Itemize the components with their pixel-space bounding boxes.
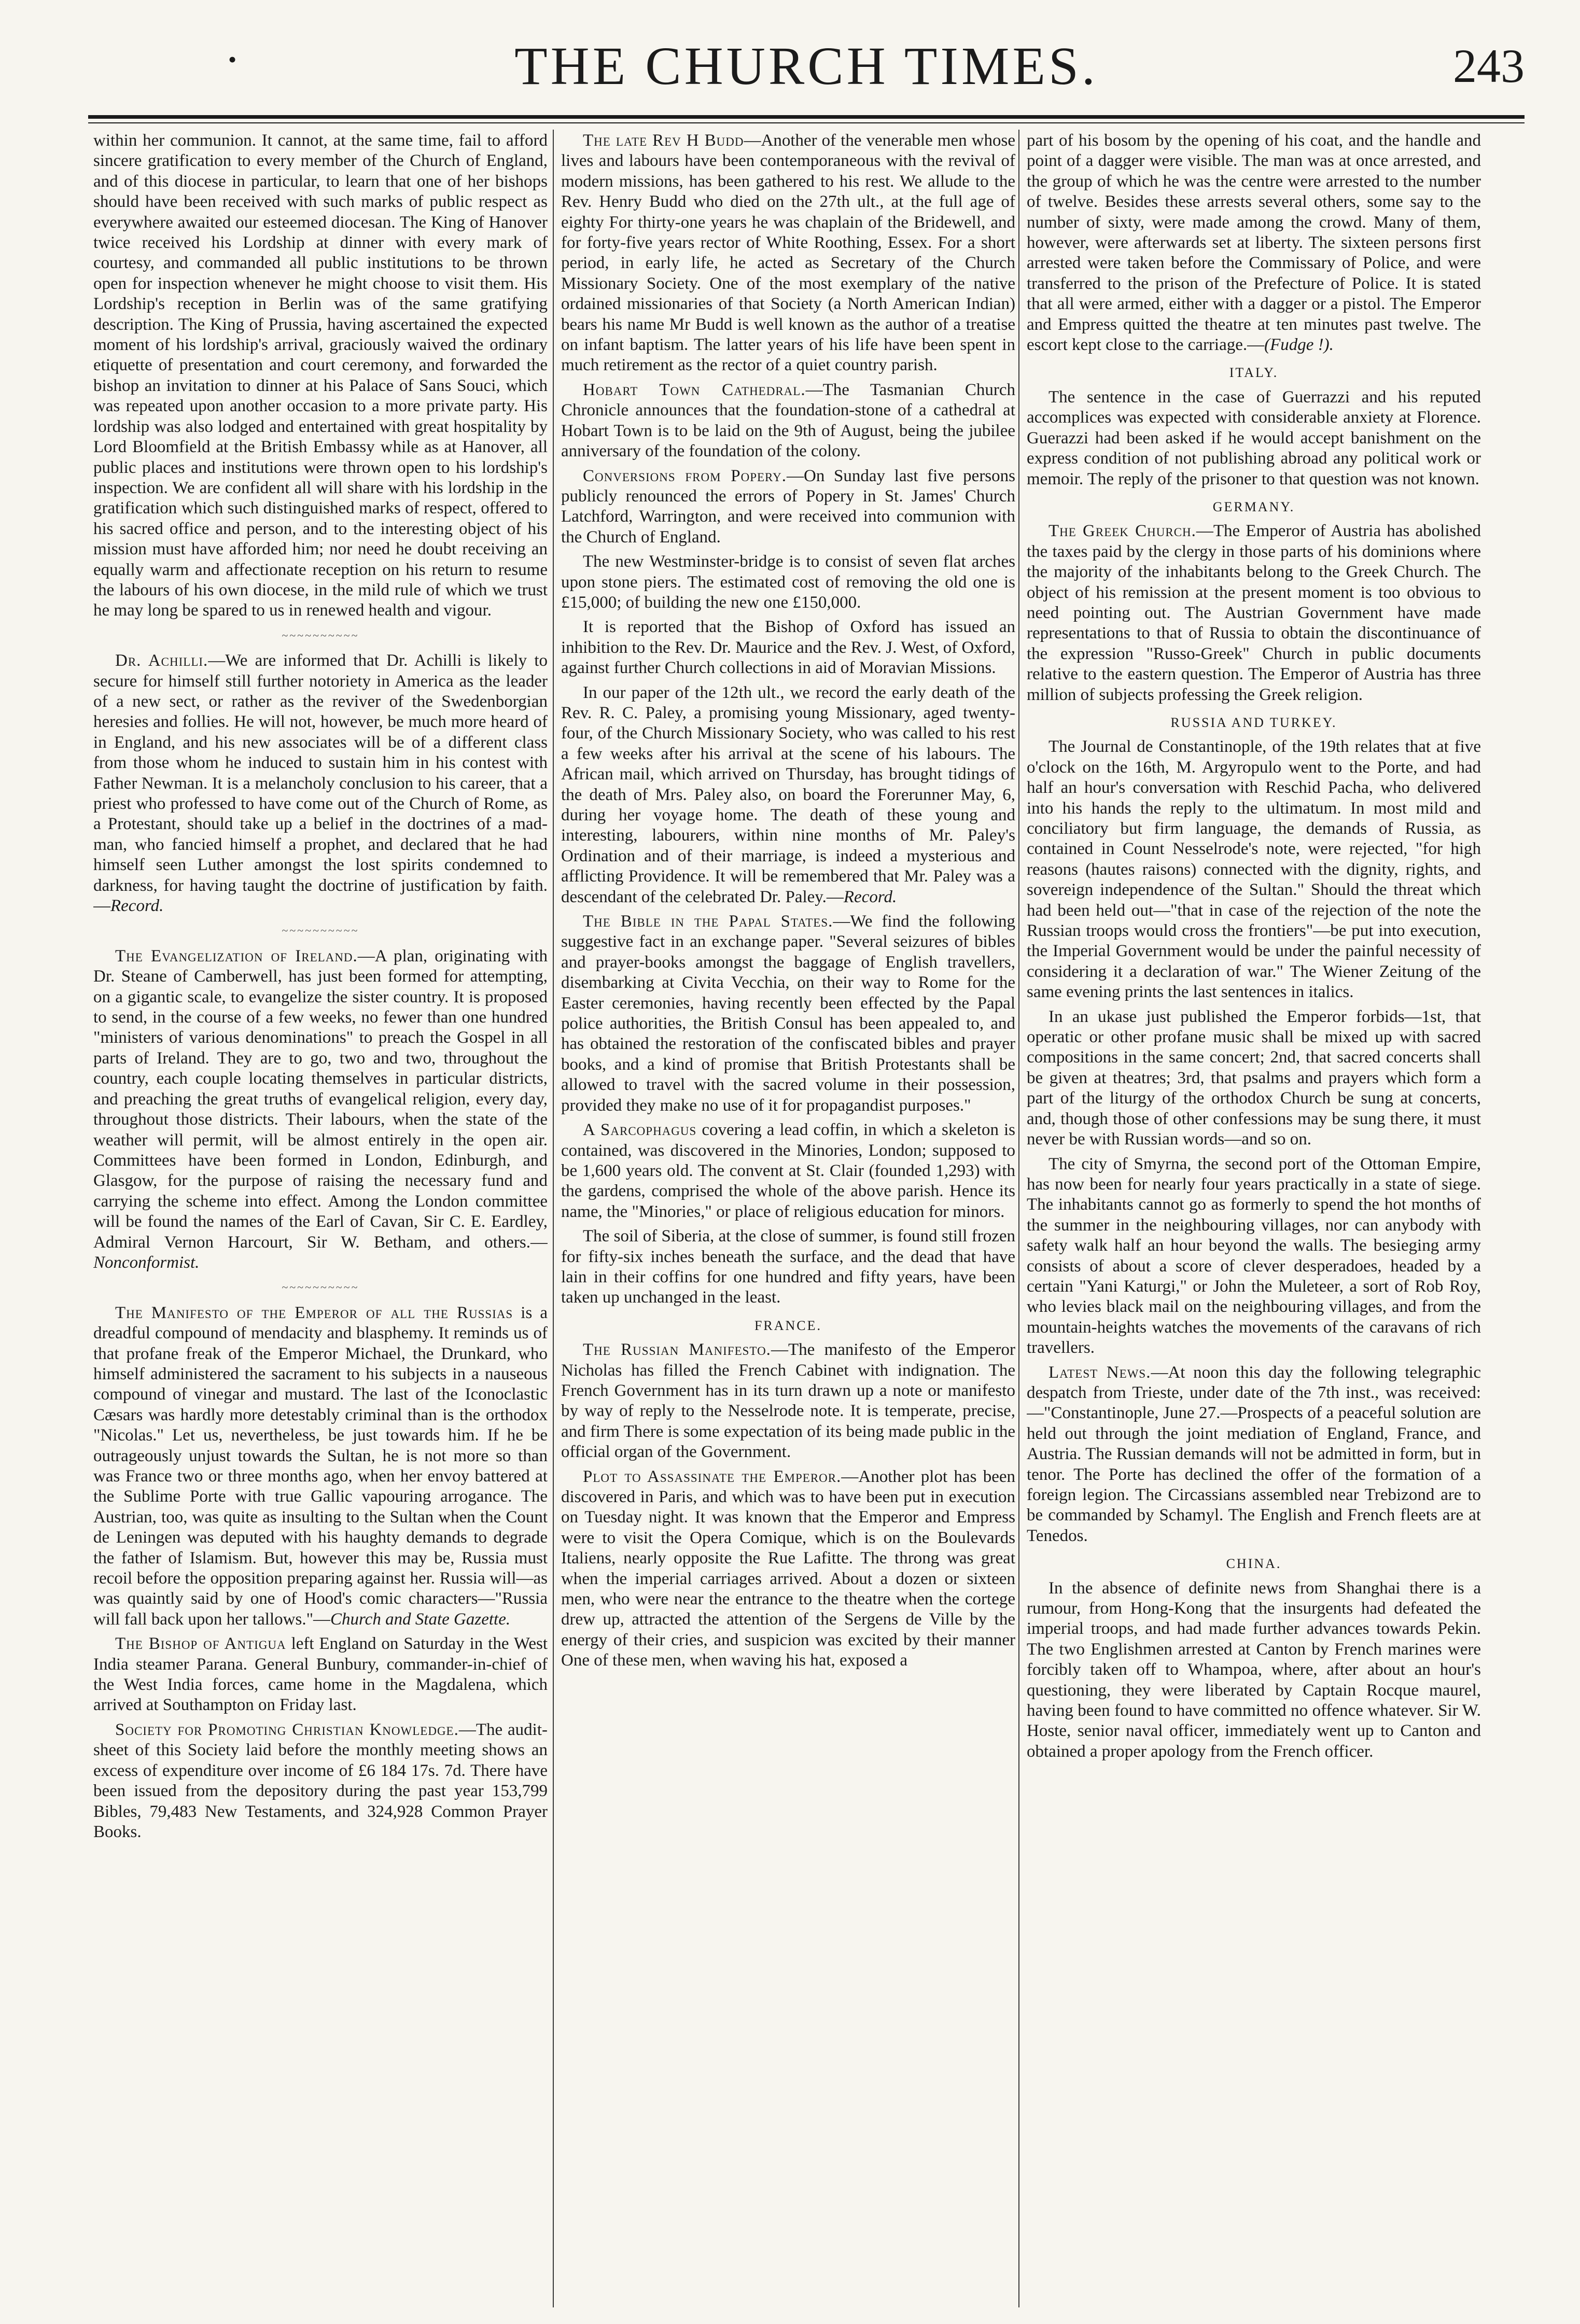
article-heading: The Russian Manifesto. [583,1340,771,1360]
article-bishop-oxford: It is reported that the Bishop of Oxford has issued an inhibition to the Rev. Dr. Maurice and the Rev. J. West, of Oxford, against further Church collections in aid of Moravian Missions. [561,618,1015,678]
article-siberia: The soil of Siberia, at the close of summer, is found still frozen for fifty-six inches beneath the surface, and the dead that have lain in their coffins for one hundred and fifty years, have been taken up unchanged in the least. [561,1227,1015,1307]
article-journal-constantinople: The Journal de Constantinople, of the 19th relates that at five o'clock on the 16th, M. Argyropulo went to the Porte, and had half an hour's conversation with Reschid Pacha, who delivered into his hands the reply to the ultimatum. In most mild and conciliatory but firm language, the demands of Russia, as contained in Count Nesselrode's note, were rejected, "for high reasons (hautes raisons) connected with the dignity, rights, and sovereign independence of the Sultan." Should the threat which had been held out—"that in case of the rejection of the note the Russian troops would cross the frontiers"—be put into execution, the Imperial Government would be under the painful necessity of considering it a declaration of war." The Wiener Zeitung of the same evening prints the last sentences in italics. [1027,737,1481,1002]
masthead-rule-thin [88,122,1525,123]
article-heading: Plot to Assassinate the Emperor. [583,1467,842,1486]
article-plot-emperor-cont: part of his bosom by the opening of his coat, and the handle and point of a dagger were visible. The man was at once arrested, and the group of which he was the centre were arrested to the number of twelve. Besides these arrests several others, some say to the number of sixty, were made among the crowd. Many of them, however, were afterwards set at liberty. The sixteen persons first arrested were taken before the Commissary of Police, and were transferred to the prison of the Prefecture of Police. It is stated that all were armed, either with a dagger or a pistol. The Emperor and Empress quitted the theatre at ten minutes past twelve. The escort kept close to the carriage.—(Fudge !). [1027,131,1481,355]
article-westminster-bridge: The new Westminster-bridge is to consist of seven flat arches upon stone piers. The estimated cost of removing the old one is £15,000; of building the new one £150,000. [561,552,1015,612]
column-1 [93,131,548,2308]
article-heading: Conversions from Popery. [583,466,787,485]
article-source: Nonconformist. [93,1253,200,1272]
article-divider: ~~~~~~~~~~ [282,628,359,642]
column-separator [553,130,554,2307]
article-rev-paley: In our paper of the 12th ult., we record the early death of the Rev. R. C. Paley, a promising young Missionary, aged twenty-four, of the Church Missionary Society, who was called to his rest a few weeks after his arrival at the scene of his labours. The African mail, which arrived on Thursday, has brought tidings of the death of Mrs. Paley also, on board the Forerunner May, 6, during her voyage home. The death of these young and interesting, labourers, within nine months of Mr. Paley's Ordination and of their marriage, is indeed a mysterious and afflicting Providence. It will be remembered that Mr. Paley was a descendant of the celebrated Dr. Paley.—Record. [561,683,1015,906]
article-bible-papal-states: The Bible in the Papal States.—We find the following suggestive fact in an exchange paper. "Several seizures of bibles and prayer-books amongst the baggage of English travellers, disembarking at Civita Vecchia, on their way to Rome for the Easter ceremonies, having recently been effected by the Papal police authorities, the British Consul has been appealed to, and has obtained the restoration of the confiscated bibles and prayer books, and a kind of promise that British Protestants shall be allowed to travel with the sacred volume in their possession, provided they make no use of it for propagandist purposes." [561,912,1015,1115]
column-2 [561,131,1015,2308]
column-3 [1027,131,1481,2308]
article-source: Record. [843,887,897,906]
article-hobart-cathedral: Hobart Town Cathedral.—The Tasmanian Church Chronicle announces that the foundation-stone of a cathedral at Hobart Town is to be laid on the 9th of August, being the jubilee anniversary of the foundation of the colony. [561,380,1015,461]
article-heading: The Manifesto of the Emperor of all the Russias [115,1303,513,1322]
masthead [88,35,1525,113]
section-heading-france: FRANCE. [754,1318,822,1333]
article-heading: Latest News. [1048,1363,1151,1382]
article-sarcophagus: A Sarcophagus covering a lead coffin, in which a skeleton is contained, was discovered in the Minories, London; supposed to be 1,600 years old. The convent at St. Clair (founded 1,293) with the gardens, comprised the whole of the above parish. Hence its name, the "Minories," or place of religious education for minors. [561,1121,1015,1221]
article-latest-news: Latest News.—At noon this day the following telegraphic despatch from Trieste, under date of the 7th inst., was received:—"Constantinople, June 27.—Prospects of a peaceful solution are held out through the joint mediation of England, France, and Austria. The Russian demands will not be admitted in form, but in tenor. The Porte has declined the offer of the formation of a foreign legion. The Circassians assembled near Trebizond are to be commanded by Schamyl. The English and French fleets are at Tenedos. [1027,1363,1481,1545]
article-russian-manifesto: The Russian Manifesto.—The manifesto of the Emperor Nicholas has filled the French Cabinet with indignation. The French Government has in its turn drawn up a note or manifesto by way of reply to the Nesselrode note. It is temperate, precise, and firm There is some expectation of its being made public in the official organ of the Government. [561,1340,1015,1462]
article-bishop-antigua: The Bishop of Antigua left England on Saturday in the West India steamer Parana. General Bunbury, commander-in-chief of the West India forces, came home in the Magdalena, which arrived at Southampton on Friday last. [93,1634,548,1715]
article-heading: The Evangelization of Ireland. [115,946,358,965]
newspaper-title: THE CHURCH TIMES. [514,36,1098,96]
article-shanghai: In the absence of definite news from Shanghai there is a rumour, from Hong-Kong that the insurgents had defeated the imperial troops, and had made further advances towards Pekin. The two Englishmen arrested at Canton by French marines were forcibly taken off to Whampoa, where, after about an hour's questioning, they were liberated by Captain Rocque maurel, having been found to have committed no offence whatever. Sir W. Hoste, senior naval officer, immediately went up to Canton and obtained a proper apology from the French officer. [1027,1578,1481,1761]
article-divider: ~~~~~~~~~~ [282,924,359,937]
article-evangelization-ireland: The Evangelization of Ireland.—A plan, originating with Dr. Steane of Camberwell, has just been formed for attempting, on a gigantic scale, to evangelize the sister country. It is proposed to send, in the course of a few weeks, no fewer than one hundred "ministers of various denominations" to preach the Gospel in all parts of Ireland. They are to go, two and two, throughout the country, each couple locating themselves in particular districts, and preaching the great truths of evangelical religion, every day, throughout those districts. Their labours, when the state of the weather will permit, will be almost entirely in the open air. Committees have been formed in London, Edinburgh, and Glasgow, for the purpose of raising the necessary fund and carrying the scheme into effect. Among the London committee will be found the names of the Earl of Cavan, Sir C. E. Eardley, Admiral Vernon Harcourt, Sir W. Betham, and others.—Nonconformist. [93,946,548,1272]
article-heading: Dr. Achilli. [115,651,208,670]
section-heading-china: CHINA. [1226,1556,1282,1572]
section-heading-russia-turkey: RUSSIA AND TURKEY. [1170,715,1337,730]
article-plot-emperor: Plot to Assassinate the Emperor.—Another plot has been discovered in Paris, and which was to have been put in execution on Tuesday night. It was known that the Emperor and Empress were to visit the Opera Comique, which is on the Boulevards Italiens, nearly opposite the Rue Lafitte. The throng was great when the imperial carriages arrived. About a dozen or sixteen men, who were near the entrance to the theatre when the cortege drew up, attracted the attention of the Sergens de Ville by the energy of their cries, and suspicion was excited by their manner One of these men, when waving his hat, exposed a [561,1467,1015,1670]
article-spck: Society for Promoting Christian Knowledge.—The audit-sheet of this Society laid before the monthly meeting shows an excess of expenditure over income of £6 184 17s. 7d. There have been issued from the depository during the past year 153,799 Bibles, 79,483 New Testaments, and 324,928 Common Prayer Books. [93,1720,548,1841]
masthead-mark: • [228,46,237,73]
article-heading: The Greek Church. [1048,522,1196,541]
article-divider: ~~~~~~~~~~ [282,1281,359,1294]
section-heading-italy: ITALY. [1229,365,1279,381]
article-ukase: In an ukase just published the Emperor forbids—1st, that operatic or other profane music shall be mixed up with sacred compositions in the same concert; 2nd, that sacred concerts shall be given at theatres; 3rd, that psalms and prayers which form a part of the liturgy of the orthodox Church be sung at concerts, and, though those of other confessions may be sung there, it must never be with Russian words—and so on. [1027,1007,1481,1149]
article-heading: Hobart Town Cathedral. [583,380,806,399]
article-bishop-tour: within her communion. It cannot, at the same time, fail to afford sincere gratification to every member of the Church of England, and of this diocese in particular, to learn that one of her bishops should have been received with such marks of public respect as everywhere awaited our esteemed diocesan. The King of Hanover twice received his Lordship at dinner with every mark of courtesy, and commanded all public institutions to be thrown open for inspection whenever he might choose to visit them. His Lordship's reception in Berlin was of the same gratifying description. The King of Prussia, having ascertained the expected moment of his lordship's arrival, graciously waived the ordinary etiquette of presentation and court ceremony, and forwarded the bishop an invitation to dinner at his Palace of Sans Souci, which was repeated upon another occasion to a more private party. His lordship was also lodged and entertained with great hospitality by Lord Bloomfield at the British Embassy while as at Hanover, all public places and institutions were thrown open to his lordship's inspection. We are confident all will share with his lordship in the gratification which such distinguished marks of respect, offered to his sacred office and person, and to the interesting object of his mission must have afforded him; nor need he doubt receiving an equally warm and affectionate reception on his return to resume the labours of his own diocese, in the mild rule of which we trust he may long be spared to us in renewed health and vigour. [93,131,548,620]
article-rev-budd: The late Rev H Budd—Another of the venerable men whose lives and labours have been contemporaneous with the revival of modern missions, has been gathered to his rest. We allude to the Rev. Henry Budd who died on the 27th ult., at the full age of eighty For thirty-one years he was chaplain of the Bridewell, and for forty-five years rector of White Roothing, Essex. For a short period, in early life, he acted as Secretary of the Church Missionary Society. One of the most exemplary of the native ordained missionaries of that Society (a North American Indian) bears his name Mr Budd is well known as the author of a treatise on infant baptism. The latter years of his life have been spent in much retirement as the rector of a quiet country parish. [561,131,1015,375]
article-guerrazzi: The sentence in the case of Guerrazzi and his reputed accomplices was expected with considerable anxiety at Florence. Guerazzi had been asked if he would accept banishment on the express condition of not publishing abroad any political work or memoir. The reply of the prisoner to that question was not known. [1027,387,1481,488]
article-source: (Fudge !). [1264,335,1334,355]
page-number: 243 [1453,39,1525,92]
article-source: Church and State Gazette. [330,1609,511,1629]
article-dr-achilli: Dr. Achilli.—We are informed that Dr. Achilli is likely to secure for himself still further notoriety in America as the leader of a new sect, or rather as the reviver of the Swedenborgian heresies and follies. He will not, however, be much more heard of in England, and his new associates will be of a different class from those whom he induced to sustain him in his contest with Father Newman. It is a melancholy conclusion to his career, that a priest who professed to have come out of the Church of Rome, as a Protestant, should take up a belief in the doctrines of a mad-man, who fancied himself a prophet, and declared that he had himself seen Luther amongst the lost spirits condemned to darkness, for having taught the doctrine of justification by faith.—Record. [93,651,548,916]
article-greek-church: The Greek Church.—The Emperor of Austria has abolished the taxes paid by the clergy in those parts of his dominions where the majority of the inhabitants belong to the Greek Church. The object of his remission at the present moment is too obvious to need pointing out. The Austrian Government have made representations to that of Russia to obtain the discontinuance of the expression "Russo-Greek" Church in public documents relative to the eastern question. The Emperor of Austria has three million of subjects professing the Greek religion. [1027,522,1481,704]
column-separator [1018,130,1019,2307]
article-conversions-popery: Conversions from Popery.—On Sunday last five persons publicly renounced the errors of Popery in St. James' Church Latchford, Warrington, and were received into communion with the Church of England. [561,466,1015,547]
masthead-rule [88,115,1525,119]
article-heading: Society for Promoting Christian Knowledge. [115,1720,459,1739]
article-smyrna: The city of Smyrna, the second port of the Ottoman Empire, has now been for nearly four years practically in a state of siege. The inhabitants cannot go as formerly to spend the hot months of the summer in the neighbouring villages, nor can anybody with safety walk half an hour beyond the walls. The besieging army consists of about a score of clever desperadoes, headed by a certain "Yani Katurgi," or John the Muleteer, a sort of Rob Roy, who levies black mail on the neighbouring villages, and from the mountain-heights watches the movements of the caravans of rich travellers. [1027,1154,1481,1357]
section-heading-germany: GERMANY. [1212,499,1295,514]
article-source: Record. [110,897,164,916]
article-heading: The Bible in the Papal States. [583,912,833,931]
article-heading: The Bishop of Antigua [115,1634,286,1654]
article-manifesto-emperor: The Manifesto of the Emperor of all the Russias is a dreadful compound of mendacity and blasphemy. It reminds us of that profane freak of the Emperor Michael, the Drunkard, who himself administered the sacrament to his subjects in a nauseous compound of vinegar and mustard. The last of the Iconoclastic Cæsars was hardly more detestably criminal than is the orthodox "Nicolas." Let us, nevertheless, be just towards him. If he be outrageously unjust towards the Sultan, he is not more so than was France two or three months ago, when her envoy battered at the Sublime Porte with true Gallic vapouring arrogance. The Austrian, too, was quite as insulting to the Sultan when the Count de Leningen was deputed with his haughty demands to degrade the father of Islamism. But, however this may be, Russia must recoil before the opposition preparing against her. Russia will—as was quaintly said by one of Hood's comic characters—"Russia will fall back upon her tallows."—Church and State Gazette. [93,1303,548,1629]
article-heading: A Sarcophagus [583,1121,697,1140]
article-heading: The late Rev H Budd [583,131,744,150]
